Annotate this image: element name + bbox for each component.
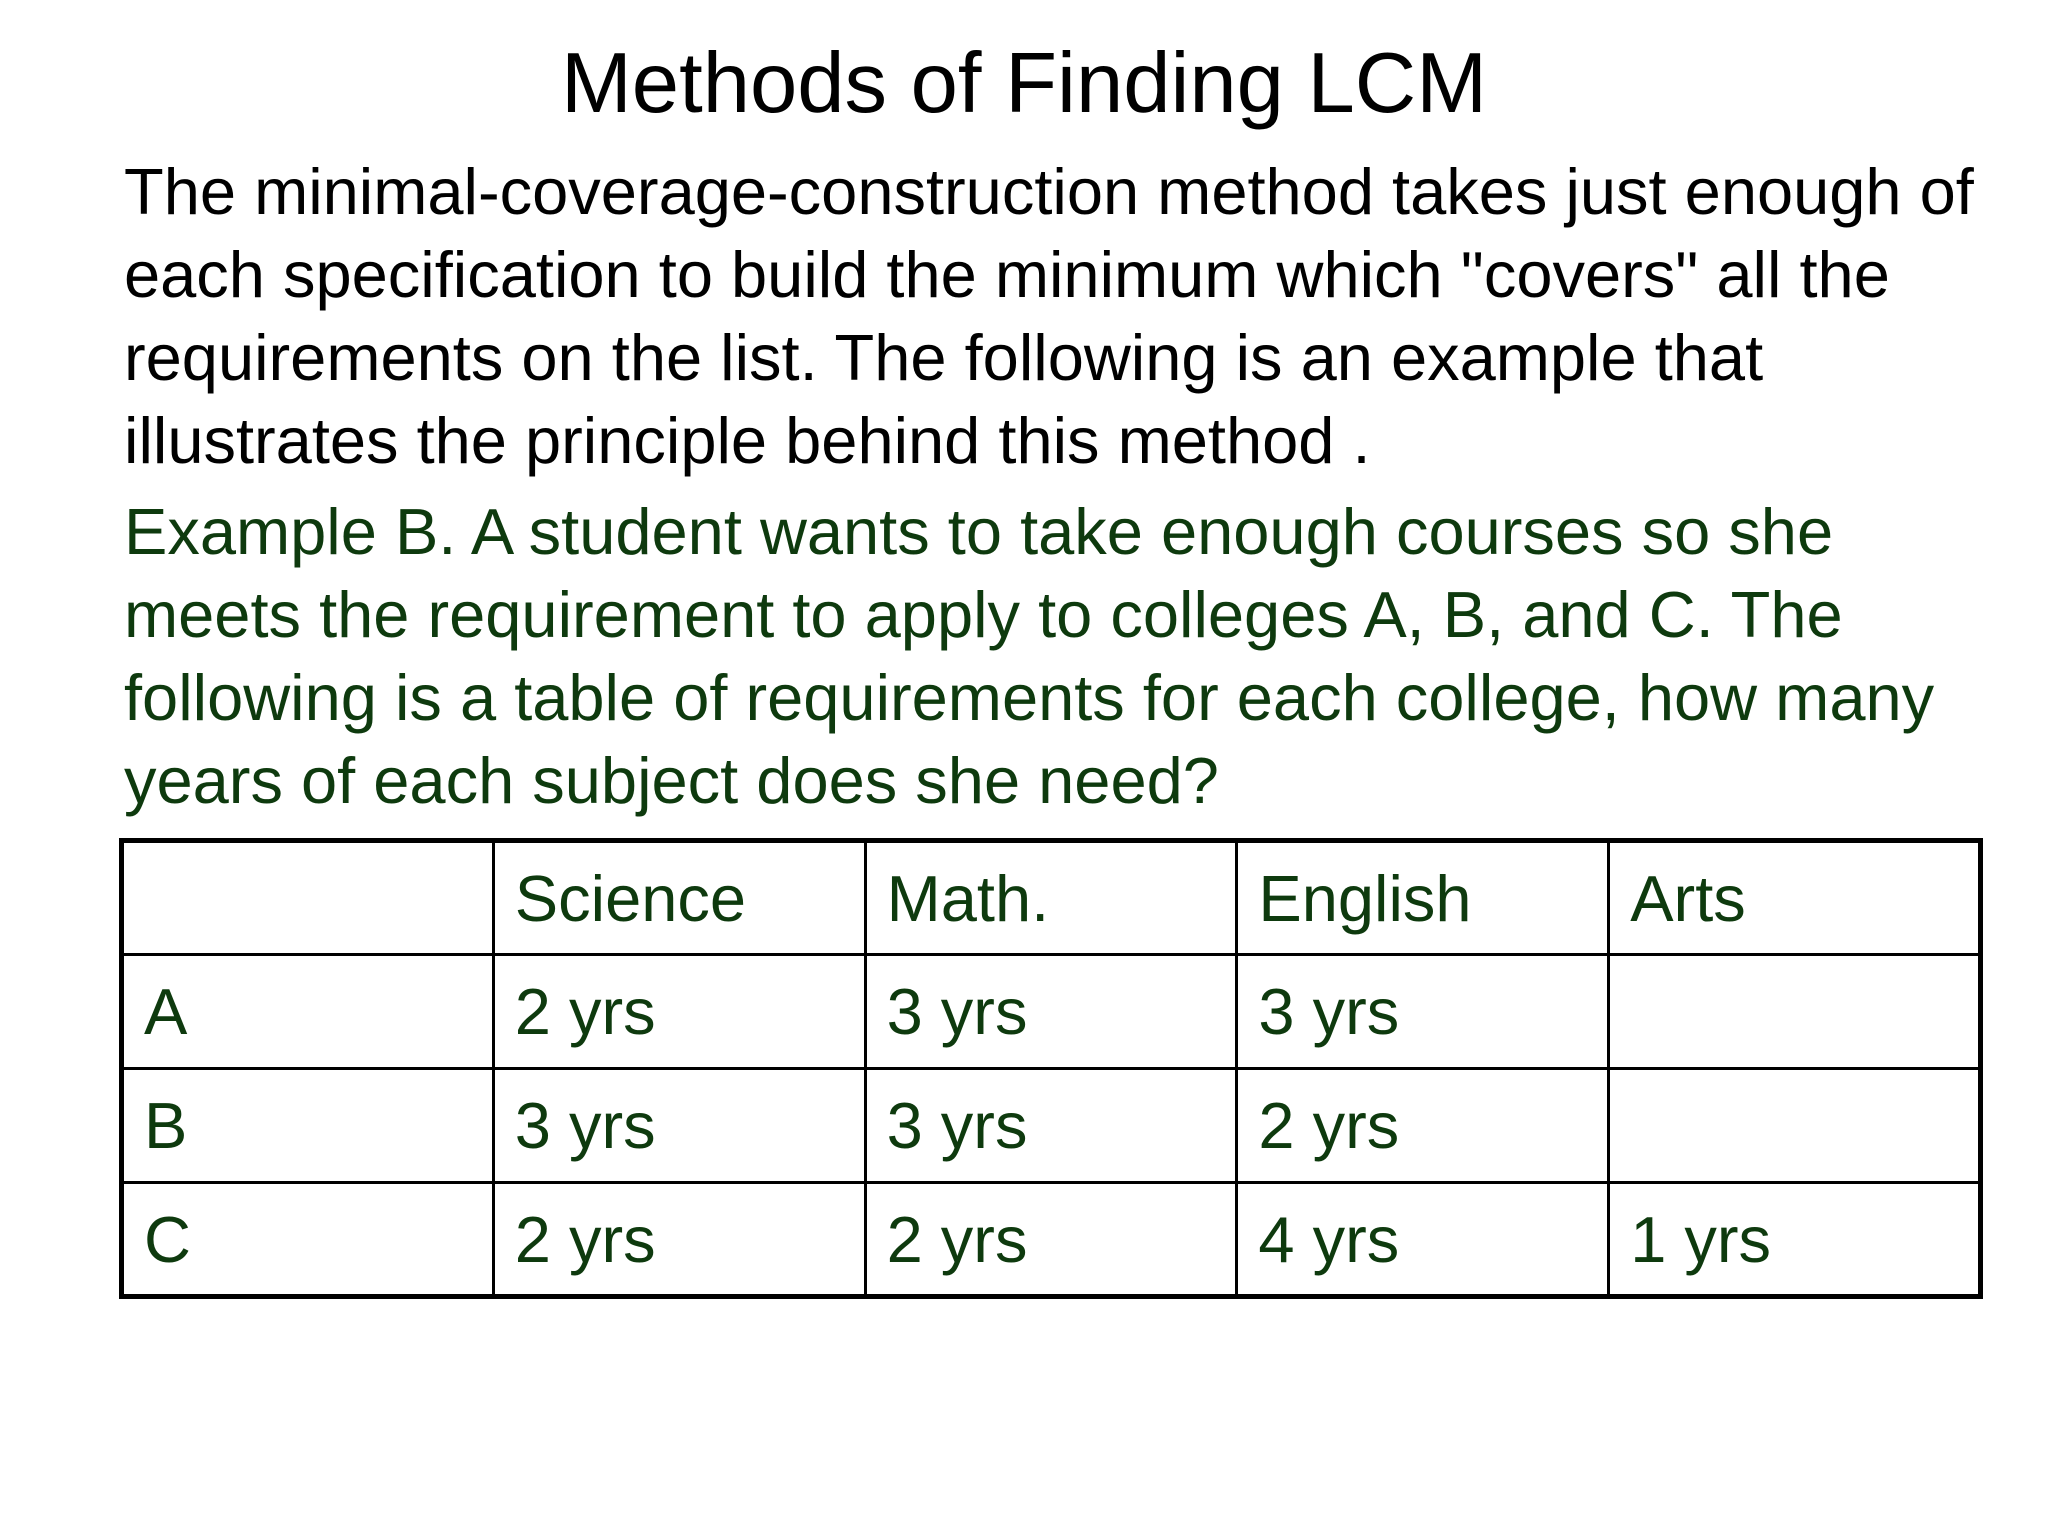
table-cell: 3 yrs: [1237, 955, 1609, 1069]
requirements-table: [119, 838, 1983, 1299]
table-header-arts: Arts: [1609, 841, 1981, 955]
table-row-label: A: [122, 955, 494, 1069]
table-cell: 4 yrs: [1237, 1183, 1609, 1297]
table-row: [122, 955, 1981, 1069]
table-cell: 3 yrs: [865, 955, 1237, 1069]
table-header-corner: [122, 841, 494, 955]
table-row: [122, 1069, 1981, 1183]
table-header-science: Science: [493, 841, 865, 955]
table-cell: 2 yrs: [1237, 1069, 1609, 1183]
intro-paragraph: The minimal-coverage-construction method takes just enough of each specification to build the minimum which "covers" all the requirements on the list. The following is an example that illustrates the principle behind this method .: [124, 155, 1974, 477]
table-cell: [1609, 955, 1981, 1069]
table-cell: 3 yrs: [865, 1069, 1237, 1183]
table-row: [122, 1183, 1981, 1297]
table-header-english: English: [1237, 841, 1609, 955]
table-header-row: [122, 841, 1981, 955]
example-paragraph: Example B. A student wants to take enough courses so she meets the requirement to apply to colleges A, B, and C. The following is a table of requirements for each college, how many years of each subject does she need?: [124, 495, 1935, 817]
table-row-label: B: [122, 1069, 494, 1183]
table-cell: 2 yrs: [493, 955, 865, 1069]
table-cell: [1609, 1069, 1981, 1183]
table-cell: 1 yrs: [1609, 1183, 1981, 1297]
table-row-label: C: [122, 1183, 494, 1297]
table-cell: 2 yrs: [493, 1183, 865, 1297]
slide-title: Methods of Finding LCM: [561, 36, 1487, 131]
table-header-math: Math.: [865, 841, 1237, 955]
table-cell: 2 yrs: [865, 1183, 1237, 1297]
table-cell: 3 yrs: [493, 1069, 865, 1183]
